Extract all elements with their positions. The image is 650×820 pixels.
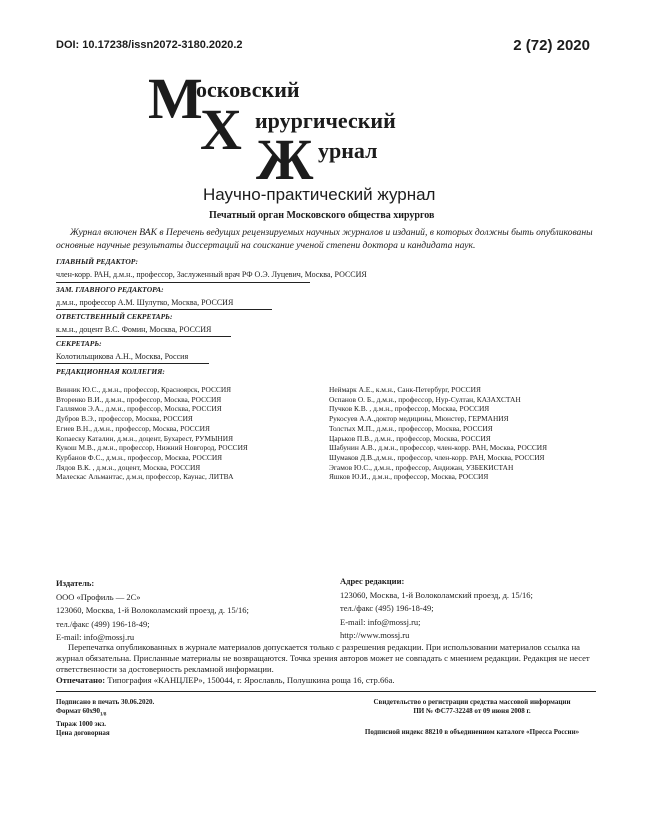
logo-letter-zh: Ж — [256, 127, 314, 192]
address-line: http://www.mossj.ru — [340, 630, 410, 640]
board-member: Рукосуев А.А.,доктор медицины, Мюнстер, ГЕРМАНИЯ — [329, 414, 509, 424]
printed-by — [56, 675, 395, 685]
editorial-address-block — [340, 575, 533, 643]
executive-secretary-value: к.м.н., доцент В.С. Фомин, Москва, РОССИЯ — [56, 325, 212, 334]
signed-date: Подписано в печать 30.06.2020. — [56, 698, 155, 706]
deputy-editor-label: ЗАМ. ГЛАВНОГО РЕДАКТОРА: — [56, 285, 164, 294]
editorial-address-label: Адрес редакции: — [340, 576, 405, 586]
publisher-line: ООО «Профиль — 2С» — [56, 591, 141, 602]
address-line: E-mail: info@mossj.ru; — [340, 616, 421, 627]
vak-intro: Журнал включен ВАК в Перечень ведущих рецензируемых научных журналов и изданий, в которых должны быть опубликованы основные научные результаты диссертаций на соискание ученой степени доктора и кандидата наук. — [56, 227, 593, 251]
format-sub: 1/8 — [100, 712, 107, 718]
board-member: Курбанов Ф.С., д.м.н., профессор, Москва, РОССИЯ — [56, 452, 223, 462]
divider — [56, 282, 310, 283]
reprint-notice: Перепечатка опубликованных в журнале материалов допускается только с разрешения редакции. При использовании материалов ссылка на журнал обязательна. Присланные материалы не возвращаются. Точка зрения авторов может не совпадать с мнением редакции. Редакция не несет ответственности за достоверность рекламной информации. — [56, 642, 590, 674]
editorial-board-left — [56, 385, 248, 482]
board-member: Винник Ю.С., д.м.н., профессор, Красноярск, РОССИЯ — [56, 385, 232, 394]
board-member: Эгамов Ю.С., д.м.н., профессор, Андижан, УЗБЕКИСТАН — [329, 462, 514, 472]
divider — [56, 363, 209, 364]
certificate: Свидетельство о регистрации средства массовой информации — [373, 698, 571, 706]
board-member: Лядов В.К. , д.м.н., доцент, Москва, РОССИЯ — [56, 462, 201, 472]
address-line: 123060, Москва, 1-й Волоколамский проезд, д. 15/16; — [340, 589, 533, 600]
board-member: Оспанов О. Б., д.м.н., профессор, Нур-Султан, КАЗАХСТАН — [329, 394, 521, 404]
secretary-label: СЕКРЕТАРЬ: — [56, 339, 102, 348]
print-details — [56, 698, 154, 739]
board-member: Галлямов Э.А., д.м.н., профессор, Москва, РОССИЯ — [56, 404, 222, 414]
board-member: Малескас Альмантас, д.м.н, профессор, Каунас, ЛИТВА — [56, 472, 234, 482]
format: Формат $60х90_{1/8}$ — [56, 707, 107, 718]
logo-word-zhurnal: урнал — [318, 138, 378, 163]
deputy-editor-value: д.м.н., профессор А.М. Шулутко, Москва, РОССИЯ — [56, 298, 234, 307]
logo-word-moskovsky: осковский — [196, 77, 300, 102]
registration-details — [342, 698, 602, 737]
editorial-board-label: РЕДАКЦИОННАЯ КОЛЛЕГИЯ: — [56, 367, 165, 376]
logo-word-khirurgichesky: ирургический — [255, 108, 396, 133]
printed-value: Типография «КАНЦЛЕР», 150044, г. Ярославль, Полушкина роща 16, стр.66а. — [107, 675, 395, 685]
issue-number: 2 (72) 2020 — [513, 37, 590, 54]
publisher-line: E-mail: info@mossj.ru — [56, 632, 135, 642]
journal-subtitle: Научно-практический журнал — [203, 185, 436, 204]
board-member: Дубров В.Э., профессор, Москва, РОССИЯ — [56, 414, 193, 424]
printed-label: Отпечатано: — [56, 675, 106, 685]
board-member: Царьков П.В., д.м.н., профессор, Москва, РОССИЯ — [329, 433, 491, 443]
board-member: Шумаков Д.В.,д.м.н., профессор, член-корр. РАН, Москва, РОССИЯ — [329, 452, 545, 462]
publisher-label: Издатель: — [56, 578, 95, 588]
board-member: Вторенко В.И., д.м.н., профессор, Москва, РОССИЯ — [56, 394, 222, 404]
publisher-block — [56, 577, 249, 645]
board-member: Егиев В.Н., д.м.н., профессор, Москва, РОССИЯ — [56, 423, 210, 433]
board-member: Кукош М.В., д.м.н., профессор, Нижний Новгород, РОССИЯ — [56, 443, 248, 453]
chief-editor-value: член-корр. РАН, д.м.н., профессор, Заслуженный врач РФ О.Э. Луцевич, Москва, РОССИЯ — [56, 270, 367, 279]
board-member: Копаеску Каталин, д.м.н., доцент, Бухарест, РУМЫНИЯ — [56, 433, 234, 443]
logo-letter-m: М — [148, 66, 203, 131]
board-member: Неймарк А.Е., к.м.н., Санк-Петербург, РОССИЯ — [329, 385, 481, 394]
print-run: Тираж 1000 экз. — [56, 719, 107, 728]
price: Цена договорная — [56, 729, 110, 738]
executive-secretary-label: ОТВЕТСТВЕННЫЙ СЕКРЕТАРЬ: — [56, 312, 173, 321]
board-member: Толстых М.П., д.м.н., профессор, Москва, РОССИЯ — [329, 423, 493, 433]
divider — [56, 309, 272, 310]
board-member: Шабунин А.В., д.м.н., профессор, член-корр. РАН, Москва, РОССИЯ — [329, 443, 548, 453]
logo-letter-x: Х — [200, 97, 242, 162]
divider — [56, 336, 231, 337]
footer-divider — [56, 691, 596, 692]
publisher-line: 123060, Москва, 1-й Волоколамский проезд, д. 15/16; — [56, 605, 249, 615]
board-member: Яшков Ю.И., д.м.н., профессор, Москва, РОССИЯ — [329, 472, 489, 482]
chief-editor-label: ГЛАВНЫЙ РЕДАКТОР: — [56, 257, 139, 266]
journal-organ: Печатный орган Московского общества хирургов — [209, 210, 435, 221]
certificate-number: ПИ № ФС77-32248 от 09 июня 2008 г. — [413, 707, 531, 716]
doi: DOI: 10.17238/issn2072-3180.2020.2 — [56, 39, 243, 51]
editorial-board-right — [329, 385, 547, 482]
address-line: тел./факс (495) 196-18-49; — [340, 603, 434, 613]
subscription-index: Подписной индекс 88210 в объединенном каталоге «Пресса России» — [364, 727, 580, 736]
publisher-line: тел./факс (499) 196-18-49; — [56, 618, 150, 629]
secretary-value: Колотильщикова А.Н., Москва, Россия — [56, 352, 189, 361]
board-member: Пучков К.В. , д.м.н., профессор, Москва, РОССИЯ — [329, 404, 490, 414]
